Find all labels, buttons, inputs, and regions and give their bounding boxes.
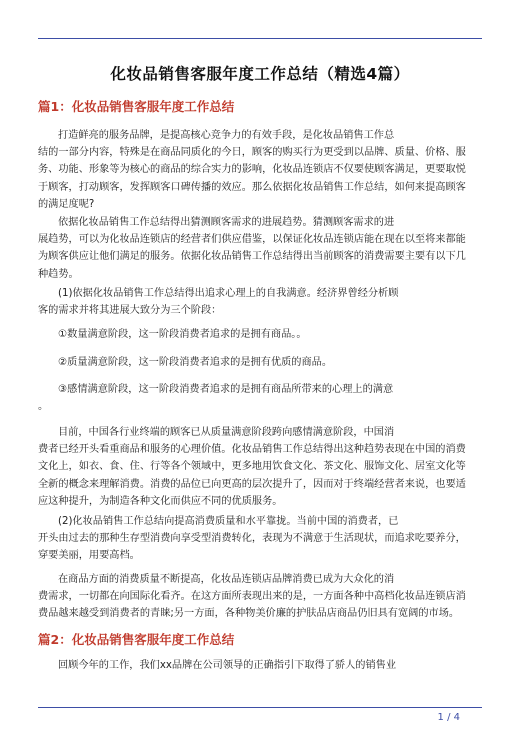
section-heading-2: 篇2：化妆品销售客服年度工作总结	[38, 632, 235, 647]
paragraph	[38, 127, 482, 213]
text-line: 应这种提升，为制造各种文化而供应不同的优质服务。	[38, 495, 283, 507]
paragraph	[38, 354, 482, 371]
text-line: 在商品方面的消费质量不断提高，化妆品连锁店品牌消费已成为大众化的消	[58, 574, 395, 585]
text-line: 回顾今年的工作，我们xx品牌在公司领导的正确指引下取得了骄人的销售业	[58, 660, 397, 671]
text-line: 的满足度呢?	[38, 198, 95, 210]
text-line: 文化上，如衣、食、住、行等各个领域中，更多地用饮食文化、茶文化、服饰文化、居室文化等	[38, 461, 466, 473]
paragraph	[38, 285, 482, 319]
bottom-rule	[38, 707, 482, 708]
page-title: 化妆品销售客服年度工作总结（精选4篇）	[110, 65, 410, 83]
text-line: ①数量满意阶段，这一阶段消费者追求的是拥有商品。。	[58, 329, 307, 340]
text-line: (1)依据化妆品销售工作总结得出追求心理上的自我满意。经济界曾经分析顾	[58, 288, 399, 299]
text-line: (2)化妆品销售工作总结向提高消费质量和水平靠拢。当前中国的消费者，已	[58, 516, 399, 527]
text-line: 费品越来越受到消费者的青睐;另一方面，各种物美价廉的护肤品店商品仍旧具有宽阔的市场。	[38, 608, 460, 620]
text-line: 客的需求并将其进展大致分为三个阶段：	[38, 305, 222, 317]
text-line: ③感情满意阶段，这一阶段消费者追求的是拥有商品所带来的心理上的满意	[58, 384, 394, 395]
text-line: 打造鲜亮的服务品牌，是提高核心竞争力的有效手段，是化妆品销售工作总	[58, 130, 395, 141]
text-line: 结的一部分内容，特殊是在商品同质化的今日，顾客的购买行为更受到以品牌、质量、价格、服	[38, 147, 466, 159]
section-heading-1: 篇1：化妆品销售客服年度工作总结	[38, 99, 235, 114]
paragraph	[38, 214, 482, 283]
top-rule	[38, 38, 482, 39]
text-line: 。	[38, 401, 49, 413]
page-number: 1 / 4	[437, 712, 460, 723]
text-line: 费者已经开头看重商品和服务的心理价值。化妆品销售工作总结得出这种趋势表现在中国的消费	[38, 444, 466, 456]
paragraph	[38, 326, 482, 343]
text-line: ②质量满意阶段，这一阶段消费者追求的是拥有优质的商品。	[58, 357, 333, 368]
paragraph	[38, 657, 482, 674]
text-line: 为顾客供应让他们满足的服务。依据化妆品销售工作总结得出当前顾客的消费需要主要有以下几	[38, 251, 466, 263]
text-line: 费需求，一切都在向国际化看齐。在这方面所表现出来的是，一方面各种中高档化妆品连锁店消	[38, 591, 466, 603]
text-line: 于顾客，打动顾客，发挥顾客口碑传播的效应。那么依据化妆品销售工作总结，如何来提高顾客	[38, 181, 466, 193]
paragraph	[38, 381, 482, 415]
text-line: 依据化妆品销售工作总结得出猜测顾客需求的进展趋势。猜测顾客需求的进	[58, 217, 395, 228]
text-line: 务、功能、形象等为核心的商品的综合实力的影响，化妆品连锁店不仅要使顾客满足，更要取悦	[38, 164, 466, 176]
text-line: 目前，中国各行业终端的顾客已从质量满意阶段跨向感情满意阶段，中国消	[58, 427, 395, 438]
paragraph	[38, 571, 482, 623]
paragraph	[38, 513, 482, 565]
text-line: 开头由过去的那种生存型消费向享受型消费转化，表现为不满意于生活现状，而追求吃要养分，	[38, 533, 466, 545]
text-line: 全新的概念来理解消费。消费的品位已向更高的层次提升了，因而对于终端经营者来说，也要适	[38, 478, 466, 490]
text-line: 展趋势，可以为化妆品连锁店的经营者们供应借鉴，以保证化妆品连锁店能在现在以至将来都能	[38, 234, 466, 246]
text-line: 穿要美丽，用要高档。	[38, 550, 140, 562]
text-line: 种趋势。	[38, 268, 79, 280]
paragraph	[38, 424, 482, 510]
